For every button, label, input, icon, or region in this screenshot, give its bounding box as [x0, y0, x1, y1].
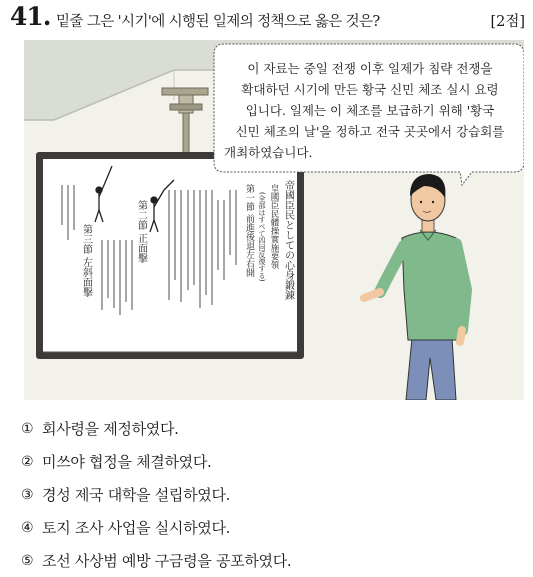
answer-options [21, 412, 521, 577]
option-text: 조선 사상범 예방 구금령을 공포하였다. [42, 552, 292, 570]
option-2[interactable] [21, 445, 521, 478]
option-text: 회사령을 제정하였다. [42, 420, 179, 438]
option-1[interactable] [21, 412, 521, 445]
board-section2: 第二節 正面擊 [135, 200, 147, 264]
board-title: 帝國臣民としての心身鍛錬 [282, 180, 294, 300]
option-text: 미쓰야 협정을 체결하였다. [42, 453, 212, 471]
speech-bubble-text [220, 58, 520, 163]
question-text: 밑줄 그은 '시기'에 시행된 일제의 정책으로 옳은 것은? [56, 14, 380, 30]
illustration [24, 40, 524, 400]
option-4[interactable] [21, 511, 521, 544]
option-number: ⑤ [21, 552, 34, 569]
question-score: [2점] [490, 14, 525, 30]
bubble-line: 신민 체조의 날'을 정하고 전국 곳곳에서 강습회를 [235, 124, 505, 139]
option-number: ③ [21, 486, 34, 503]
board-section3: 第三節 左斜面擊 [80, 224, 92, 298]
question-header [10, 4, 525, 34]
option-3[interactable] [21, 478, 521, 511]
board-subtitle: 皇國臣民體操實施要領 [269, 184, 279, 269]
option-5[interactable] [21, 544, 521, 577]
board-section1-note: (全部はすべて四回反復する) [258, 192, 266, 282]
question-number: 41. [10, 2, 51, 31]
bubble-line: 개최하였습니다. [224, 145, 313, 160]
option-number: ① [21, 420, 34, 437]
option-text: 경성 제국 대학을 설립하였다. [42, 486, 231, 504]
bubble-line: 이 자료는 중일 전쟁 이후 일제가 침략 전쟁을 [247, 61, 493, 76]
option-number: ② [21, 453, 34, 470]
bubble-line: 확대하던 시기에 만든 황국 신민 체조 실시 요령 [241, 82, 499, 97]
option-text: 토지 조사 사업을 실시하였다. [42, 519, 231, 537]
bubble-line: 입니다. 일제는 이 체조를 보급하기 위해 '황국 [245, 103, 495, 118]
option-number: ④ [21, 519, 34, 536]
board-section1: 第一節 前進後退左右開 [244, 184, 254, 277]
